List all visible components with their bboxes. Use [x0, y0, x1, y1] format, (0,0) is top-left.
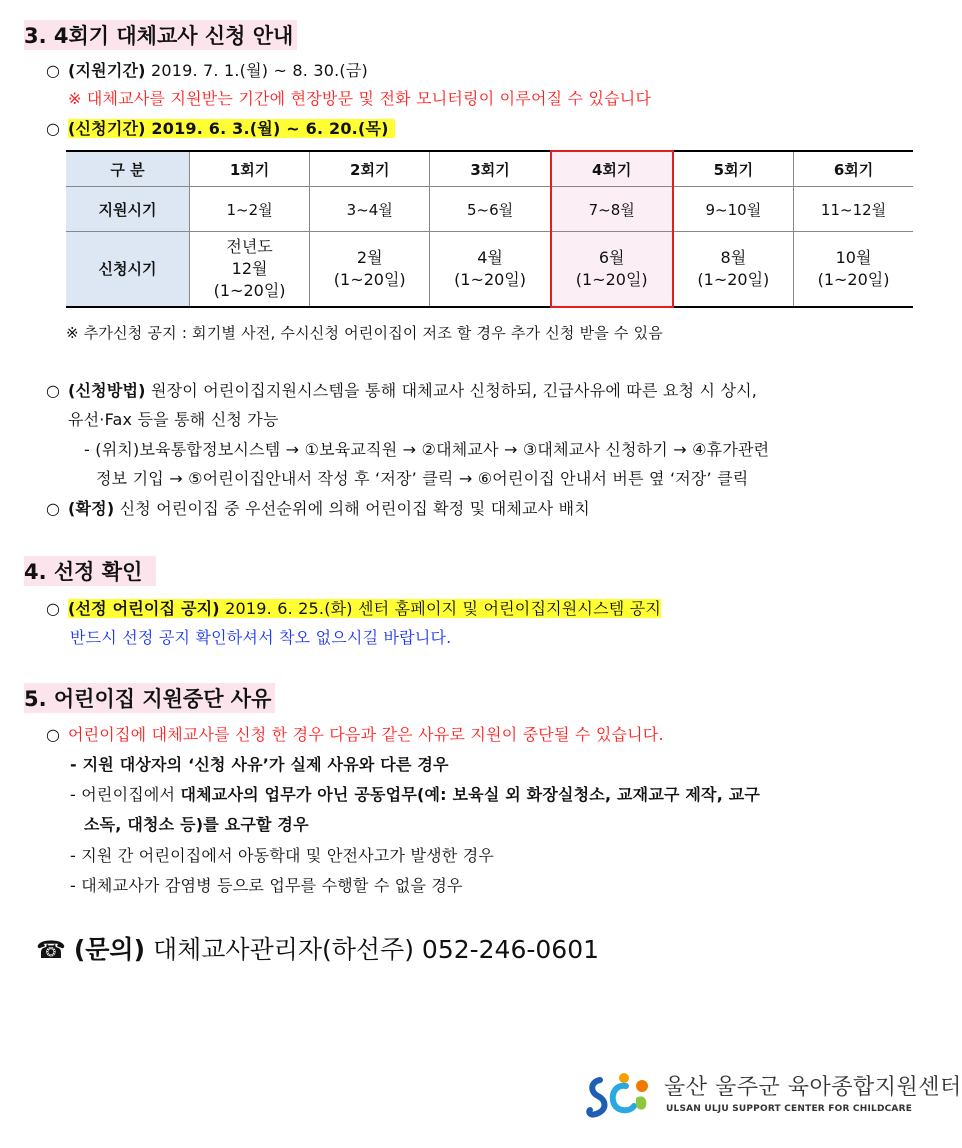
contact — [36, 930, 599, 966]
support-time-cell: 9~10월 — [673, 187, 794, 232]
apply-method-line1: 원장이 어린이집지원시스템을 통해 대체교사 신청하되, 긴급사유에 따른 요청 시 상시, — [145, 381, 758, 400]
apply-time-label: 신청시기 — [66, 232, 190, 308]
confirm-label: (확정) — [68, 499, 115, 518]
section-4-title: 4. 선정 확인 — [24, 556, 156, 586]
center-logo — [586, 1066, 962, 1126]
circle-bullet: ○ — [46, 599, 61, 618]
table-row — [66, 232, 913, 308]
support-period — [46, 58, 368, 81]
selection-notice-label: (선정 어린이집 공지) — [68, 599, 220, 618]
contact-label: (문의) — [73, 935, 146, 964]
support-time-cell: 1~2월 — [190, 187, 310, 232]
logo-mark-icon — [586, 1070, 652, 1122]
support-period-value: 2019. 7. 1.(월) ~ 8. 30.(금) — [145, 61, 368, 80]
round-header: 2회기 — [310, 151, 430, 187]
apply-period-text: (신청기간) 2019. 6. 3.(월) ~ 6. 20.(목) — [68, 119, 395, 138]
confirm-value: 신청 어린이집 중 우선순위에 의해 어린이집 확정 및 대체교사 배치 — [114, 499, 590, 518]
suspension-intro-text: 어린이집에 대체교사를 신청 한 경우 다음과 같은 사유로 지원이 중단될 수 있습니다. — [68, 725, 664, 744]
support-time-cell: 11~12월 — [794, 187, 913, 232]
apply-time-line: 전년도 — [226, 237, 273, 256]
section-5-title: 5. 어린이집 지원중단 사유 — [24, 683, 275, 713]
apply-time-line: 6월 — [598, 248, 625, 267]
apply-time-line: (1~20일) — [333, 270, 406, 289]
apply-time-cell-selected — [551, 232, 673, 308]
selection-notice-value: 2019. 6. 25.(화) 센터 홈페이지 및 어린이집지원시스템 공지 — [219, 599, 661, 618]
apply-time-cell — [310, 232, 430, 308]
support-period-label: (지원기간) — [68, 61, 146, 80]
apply-time-cell — [673, 232, 794, 308]
apply-time-line: 8월 — [720, 248, 747, 267]
suspension-item-1: - 지원 대상자의 ‘신청 사유’가 실제 사유와 다른 경우 — [70, 755, 449, 774]
round-header: 5회기 — [673, 151, 794, 187]
apply-method-label: (신청방법) — [68, 381, 146, 400]
table-row — [66, 187, 913, 232]
apply-time-line: (1~20일) — [213, 281, 286, 300]
support-period-note: ※ 대체교사를 지원받는 기간에 현장방문 및 전화 모니터링이 이루어질 수 있습니다 — [68, 89, 652, 108]
apply-method — [46, 378, 757, 401]
suspension-item-2-bold: 대체교사의 업무가 아닌 공동업무(예: 보육실 외 화장실청소, 교재교구 제작, 교구 — [180, 785, 761, 804]
suspension-item-2-pre: - 어린이집에서 — [70, 785, 181, 804]
apply-time-line: (1~20일) — [697, 270, 770, 289]
support-time-cell: 3~4월 — [310, 187, 430, 232]
table-head-label: 구 분 — [66, 151, 190, 187]
apply-path-line2: 정보 기입 → ⑤어린이집안내서 작성 후 ‘저장’ 클릭 → ⑥어린이집 안내서 버튼 옆 ‘저장’ 클릭 — [96, 469, 749, 488]
circle-bullet: ○ — [46, 61, 61, 80]
apply-period — [46, 116, 395, 139]
contact-value: 대체교사관리자(하선주) 052-246-0601 — [145, 935, 600, 964]
phone-icon: ☎ — [36, 936, 66, 964]
table-row — [66, 151, 913, 187]
circle-bullet: ○ — [46, 119, 61, 138]
apply-time-line: (1~20일) — [454, 270, 526, 289]
round-header: 3회기 — [430, 151, 551, 187]
selection-notice — [46, 596, 661, 619]
apply-path-line1: - (위치)보육통합정보시스템 → ①보육교직원 → ②대체교사 → ③대체교사 신청하기 → ④휴가관련 — [84, 440, 770, 459]
circle-bullet: ○ — [46, 725, 61, 744]
round-header: 1회기 — [190, 151, 310, 187]
suspension-item-3: - 지원 간 어린이집에서 아동학대 및 안전사고가 발생한 경우 — [70, 846, 495, 865]
logo-sub: ULSAN ULJU SUPPORT CENTER FOR CHILDCARE — [666, 1104, 913, 1114]
apply-time-line: (1~20일) — [575, 270, 648, 289]
apply-time-cell — [190, 232, 310, 308]
circle-bullet: ○ — [46, 381, 61, 400]
confirm — [46, 496, 590, 519]
section-3-title: 3. 4회기 대체교사 신청 안내 — [24, 20, 297, 50]
schedule-table — [66, 150, 913, 308]
apply-method-line2: 유선·Fax 등을 통해 신청 가능 — [68, 410, 279, 429]
apply-time-line: 2월 — [356, 248, 383, 267]
suspension-item-2-cont: 소독, 대청소 등)를 요구할 경우 — [84, 815, 309, 834]
apply-time-cell — [794, 232, 913, 308]
apply-time-line: 10월 — [835, 248, 872, 267]
round-header-selected: 4회기 — [551, 151, 673, 187]
suspension-item-2 — [70, 782, 760, 805]
apply-time-line: (1~20일) — [817, 270, 890, 289]
selection-notice-note: 반드시 선정 공지 확인하셔서 착오 없으시길 바랍니다. — [70, 628, 452, 647]
apply-time-line: 4월 — [477, 248, 503, 267]
selection-notice-highlight — [68, 599, 661, 618]
apply-time-cell — [430, 232, 551, 308]
circle-bullet: ○ — [46, 499, 61, 518]
logo-name: 울산 울주군 육아종합지원센터 — [664, 1075, 962, 1100]
round-header: 6회기 — [794, 151, 913, 187]
suspension-intro — [46, 722, 664, 745]
support-time-cell: 5~6월 — [430, 187, 551, 232]
support-time-label: 지원시기 — [66, 187, 190, 232]
suspension-item-4: - 대체교사가 감염병 등으로 업무를 수행할 수 없을 경우 — [70, 876, 463, 895]
support-time-cell-selected: 7~8월 — [551, 187, 673, 232]
table-note: ※ 추가신청 공지 : 회기별 사전, 수시신청 어린이집이 저조 할 경우 추가 신청 받을 수 있음 — [66, 324, 663, 342]
apply-time-line: 12월 — [231, 259, 268, 278]
